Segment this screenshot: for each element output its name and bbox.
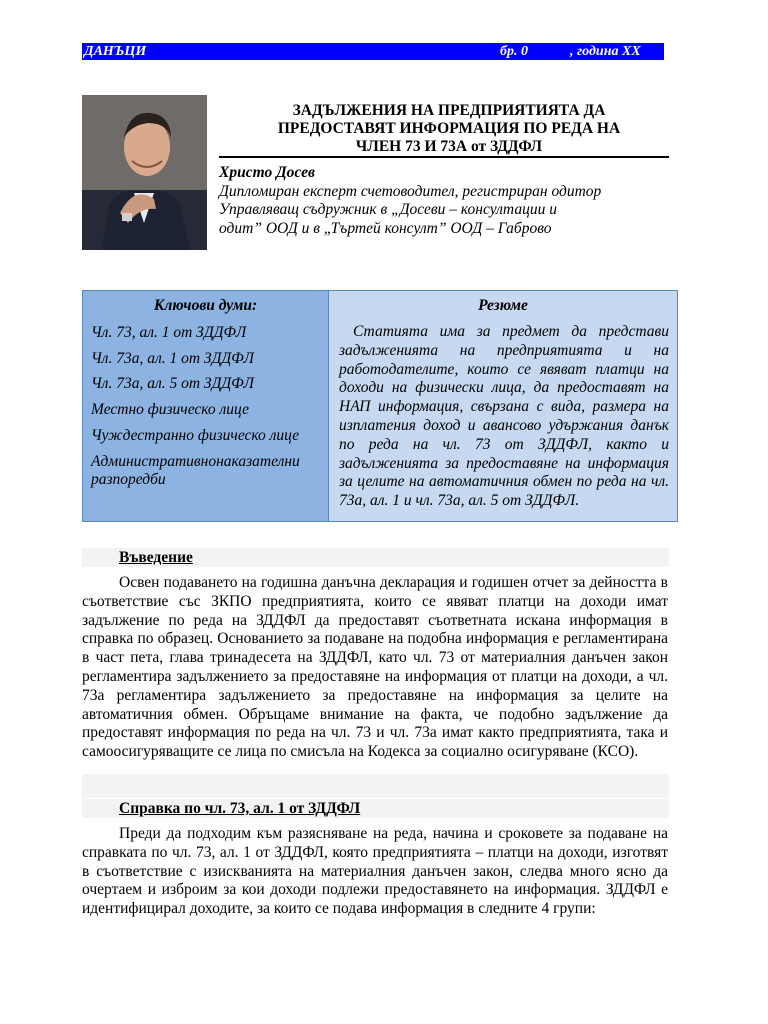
article-title-line: ЗАДЪЛЖЕНИЯ НА ПРЕДПРИЯТИЯТА ДА [292, 102, 606, 119]
issue-number: бр. 0 [500, 44, 528, 59]
keyword-item: Чл. 73, ал. 1 от ЗДДФЛ [91, 324, 247, 341]
author-affiliation: одит” ООД и в „Търтей консулт” ООД – Габрово [219, 219, 552, 237]
section-paragraph-introduction: Освен подаването на годишна данъчна декларация и годишен отчет за дейността в съответствие със ЗКПО предприятията, които се явяват платци на доходи имат задължение по реда на ЗДДФЛ да предоставят съответната искана информация в справка по образец. Основанието за подаване на подобна информация е регламентирана в част пета, глава тринадесета на ЗДДФЛ, като чл. 73 от материалния данъчен закон регламентира задължението за предоставяне на информация от платци на доходи, а чл. 73а регламентира задължението за предоставяне на информация за целите на автоматичния обмен. Обръщаме внимание на факта, че подобно задължение да предоставят информация по реда на чл. 73 и чл. 73а имат както предприятията, така и самоосигуряващите се лица по смисъла на Кодекса за социално осигуряване (КСО). [82, 574, 668, 761]
summary-heading: Резюме [478, 297, 528, 314]
keyword-item: Чл. 73а, ал. 5 от ЗДДФЛ [91, 375, 255, 392]
summary-text: Статията има за предмет да представи задълженията на предприятията и на работодателите, които се явяват платци на доходи на физически лица, да предоставят на НАП информация, свързана с вида, размера на изплатения доход и авансово удържания данък по реда на чл. 73 от ЗДДФЛ, както и задълженията за предоставяне на информация за целите на автоматичния обмен по реда на чл. 73а, ал. 1 и чл. 73а, ал. 5 от ЗДДФЛ. [339, 323, 669, 510]
author-portrait-illustration [82, 95, 207, 250]
article-title [230, 102, 668, 156]
section-heading-art73 [82, 799, 669, 818]
keywords-box [82, 290, 329, 522]
author-affiliation: Управляващ съдружник в „Досеви – консултации и [219, 201, 557, 218]
section-paragraph-art73: Преди да подходим към разясняване на реда, начина и сроковете за подаване на справката по чл. 73, ал. 1 от ЗДДФЛ, която предприятията – платци на доходи, изготвят в съответствие с изискванията на материалния данъчен закон, следва много ясно да очертаем и изброим за кои доходи подлежи предоставянето на информация. ЗДДФЛ е идентифицирал доходите, за които се подава информация в следните 4 групи: [82, 825, 668, 918]
keywords-heading: Ключови думи: [153, 297, 258, 314]
section-spacer [82, 774, 669, 798]
article-title-line: ПРЕДОСТАВЯТ ИНФОРМАЦИЯ ПО РЕДА НА [277, 120, 621, 137]
author-credential: Дипломиран експерт счетоводител, регистриран одитор [219, 182, 602, 200]
keyword-item: Чл. 73а, ал. 1 от ЗДДФЛ [91, 350, 255, 367]
journal-section: ДАНЪЦИ [84, 44, 147, 59]
journal-header-bar [82, 43, 664, 60]
author-name: Христо Досев [219, 164, 315, 181]
author-block [219, 164, 669, 238]
section-heading-text: Справка по чл. 73, ал. 1 от ЗДДФЛ [119, 800, 361, 817]
keyword-item: Чуждестранно физическо лице [91, 427, 300, 444]
keyword-item: Административнонаказателни разпоредби [91, 453, 300, 488]
keyword-item: Местно физическо лице [91, 401, 250, 418]
summary-box [329, 290, 678, 522]
section-heading-introduction [82, 548, 669, 567]
article-title-line: ЧЛЕН 73 И 73А от ЗДДФЛ [355, 138, 543, 155]
issue-year: , година ХХ [570, 44, 641, 59]
title-divider [219, 156, 669, 158]
section-heading-text: Въведение [119, 549, 193, 566]
author-photo [82, 95, 207, 250]
